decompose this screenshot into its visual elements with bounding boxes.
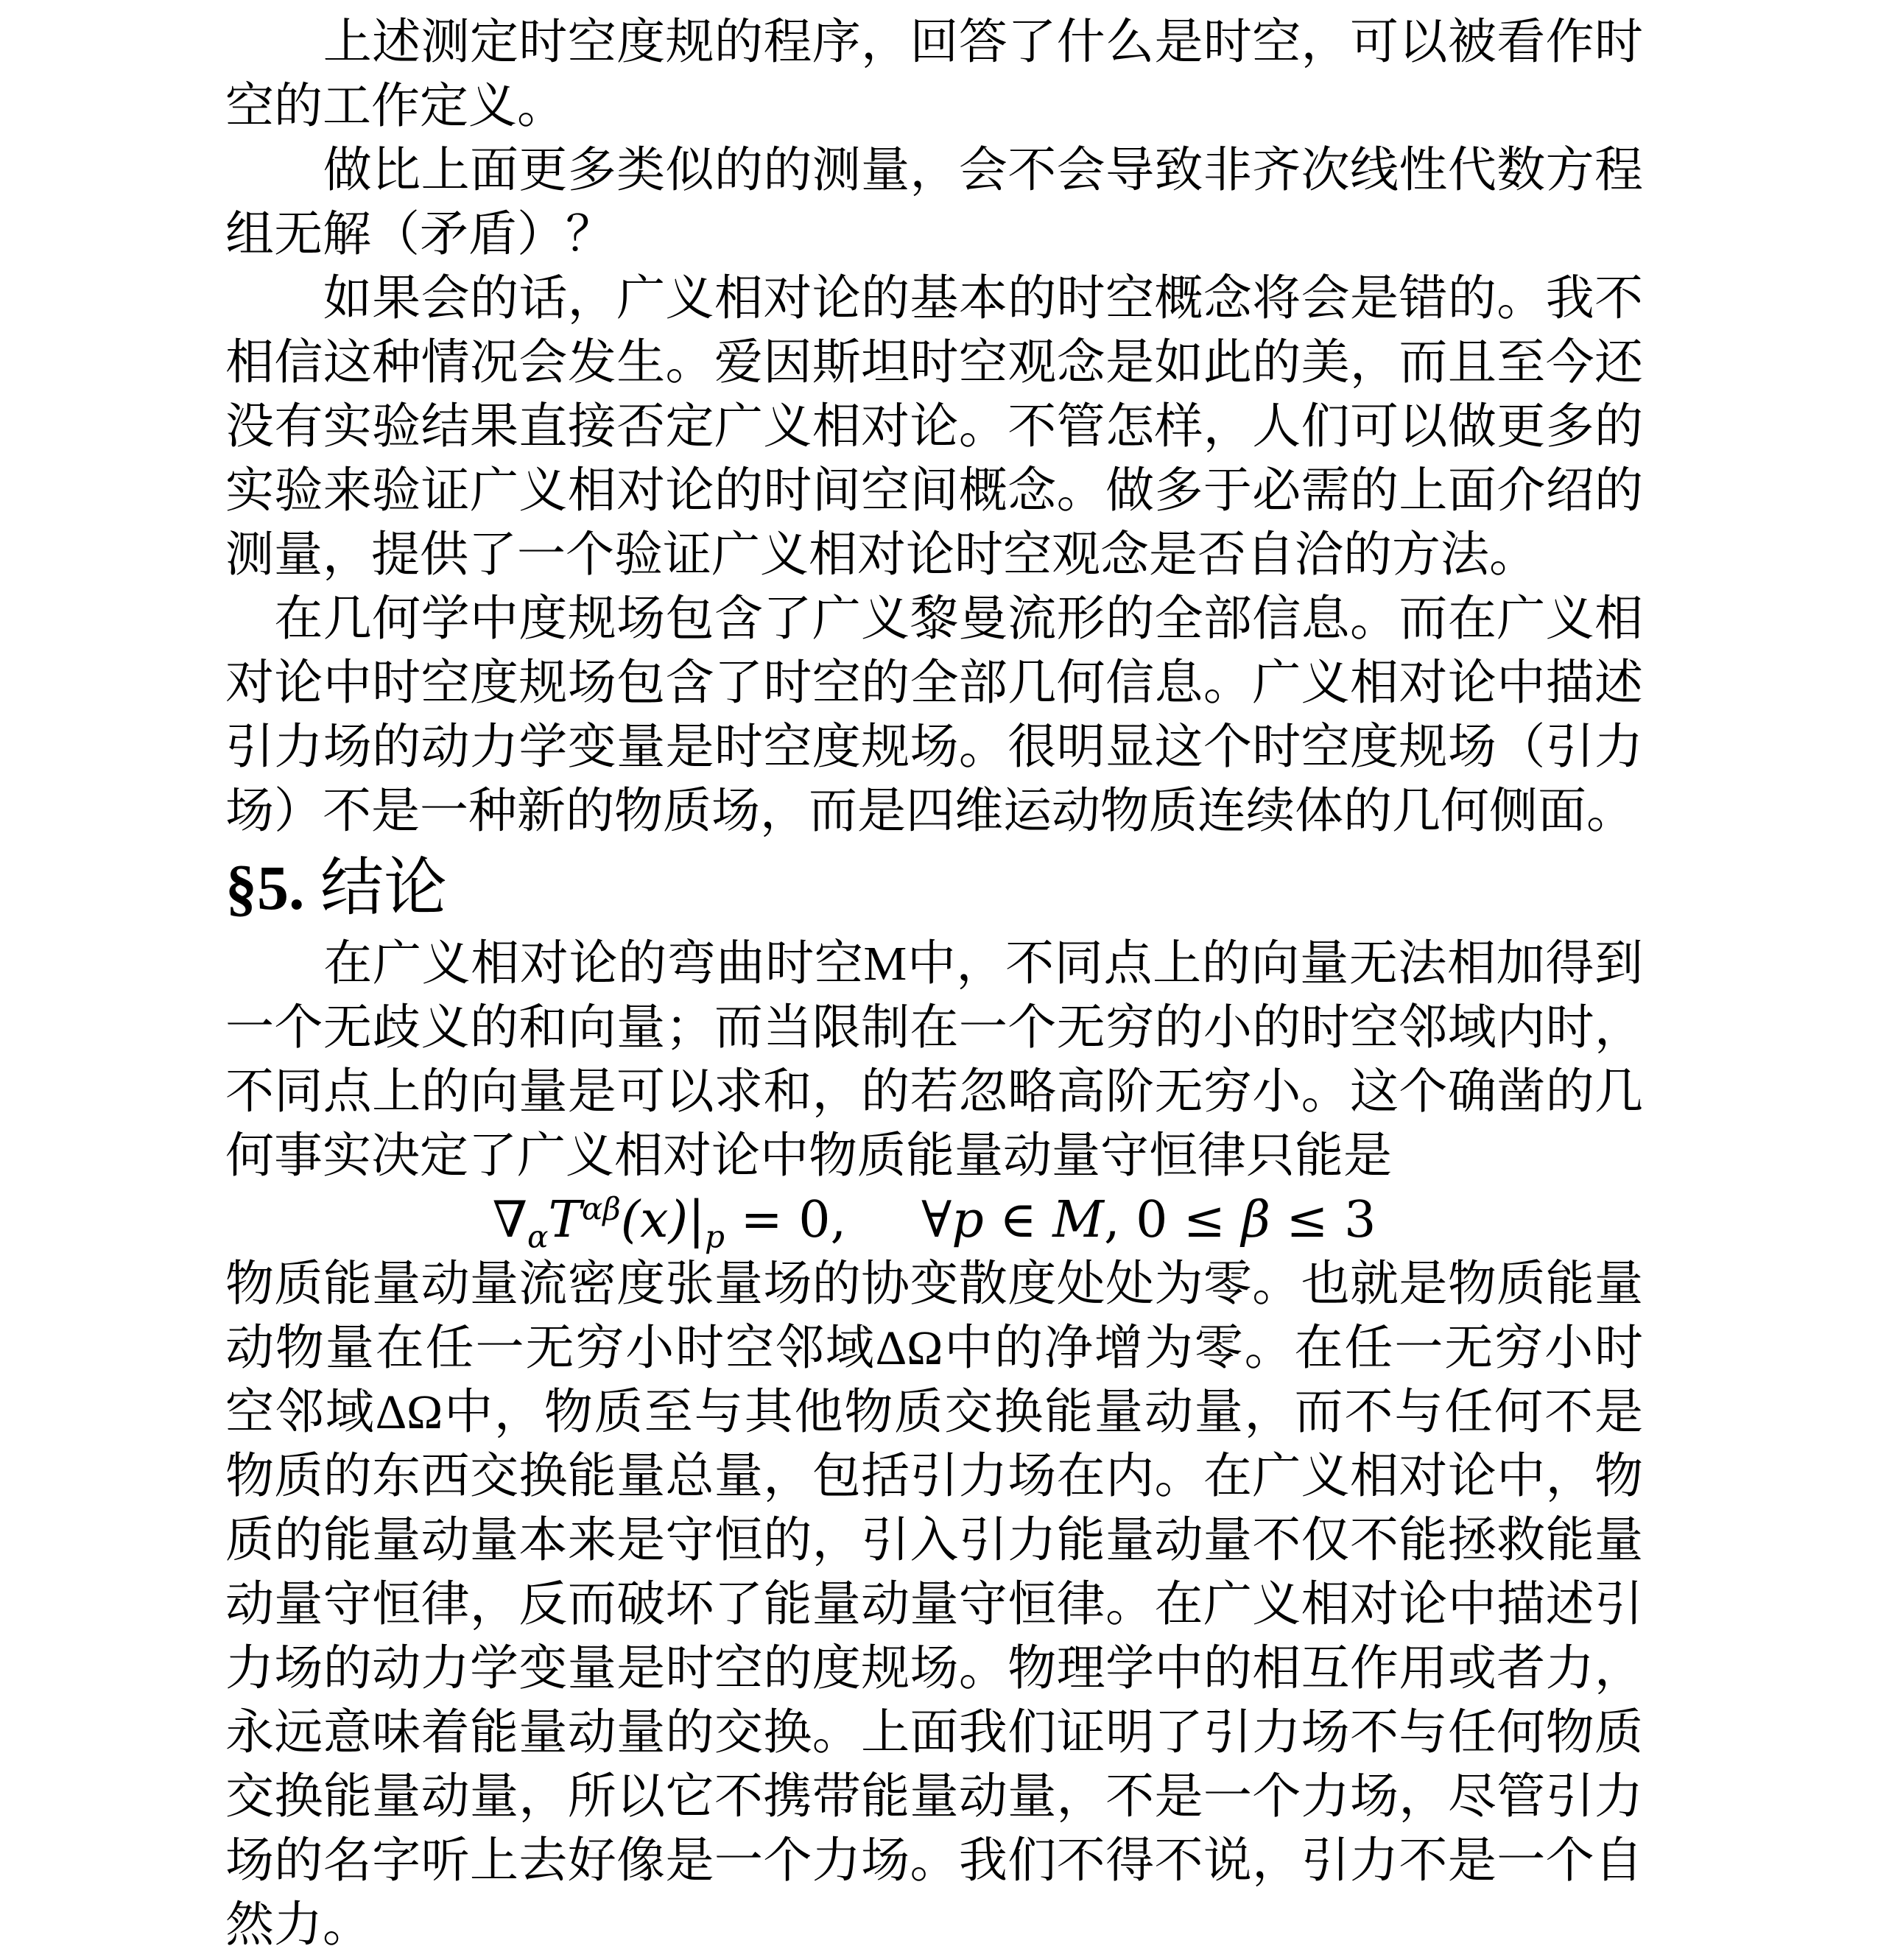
point-variable: p — [952, 1191, 984, 1249]
paragraph-curved-spacetime-vectors: 在广义相对论的弯曲时空M中，不同点上的向量无法相加得到一个无歧义的和向量；而当限制在一个无穷的小的时空邻域内时，不同点上的向量是可以求和，的若忽略高阶无穷小。这个确凿的几何事实决定了广义相对论中物质能量动量守恒律只能是 — [225, 937, 1643, 1183]
beta-variable: β — [1241, 1191, 1270, 1249]
conservation-law-equation — [225, 1188, 1643, 1255]
nabla-operator: ∇ — [492, 1191, 528, 1249]
equals-zero: = 0, — [725, 1191, 847, 1249]
tensor-argument: (x)| — [620, 1191, 706, 1249]
paragraph-consistency-check: 如果会的话，广义相对论的基本的时空概念将会是错的。我不相信这种情况会发生。爱因斯坦时空观念是如此的美，而且至今还没有实验结果直接否定广义相对论。不管怎样，人们可以做更多的实验来验证广义相对论的时间空间概念。做多于必需的上面介绍的测量，提供了一个验证广义相对论时空观念是否自洽的方法。 — [225, 272, 1643, 582]
section-number: §5. — [225, 852, 320, 923]
forall-symbol: ∀ — [921, 1191, 952, 1249]
paragraph-conclusion-gravity-not-force: 物质能量动量流密度张量场的协变散度处处为零。也就是物质能量动物量在任一无穷小时空邻域ΔΩ中的净增为零。在任一无穷小时空邻域ΔΩ中，物质至与其他物质交换能量动量，而不与任何不是物质的东西交换能量总量，包括引力场在内。在广义相对论中，物质的能量动量本来是守恒的，引入引力能量动量不仅不能拯救能量动量守恒律，反而破坏了能量动量守恒律。在广义相对论中描述引力场的动力学变量是时空的度规场。物理学中的相互作用或者力，永远意味着能量动量的交换。上面我们证明了引力场不与任何物质交换能量动量，所以它不携带能量动量，不是一个力场，尽管引力场的名字听上去好像是一个力场。我们不得不说，引力不是一个自然力。 — [225, 1257, 1643, 1952]
nabla-subscript-alpha: α — [527, 1218, 549, 1255]
section-title: 结论 — [320, 852, 447, 923]
section-heading — [225, 843, 1643, 932]
paragraph-metric-field-information: 在几何学中度规场包含了广义黎曼流形的全部信息。而在广义相对论中时空度规场包含了时空的全部几何信息。广义相对论中描述引力场的动力学变量是时空度规场。很明显这个时空度规场（引力场）不是一种新的物质场，而是四维运动物质连续体的几何侧面。 — [225, 592, 1643, 838]
beta-range-upper: ≤ 3 — [1270, 1191, 1376, 1249]
element-of-symbol: ∈ — [983, 1191, 1053, 1249]
manifold-symbol: M — [1052, 1191, 1104, 1249]
tensor-symbol: T — [548, 1191, 582, 1249]
paragraph-working-definition: 上述测定时空度规的程序，回答了什么是时空，可以被看作时空的工作定义。 — [225, 15, 1643, 133]
beta-range-lower: , 0 ≤ — [1103, 1191, 1242, 1249]
page-content — [225, 10, 1643, 1957]
tensor-superscript-alphabeta: αβ — [581, 1190, 621, 1227]
evaluation-point-subscript: p — [705, 1218, 725, 1255]
paragraph-more-measurements-question: 做比上面更多类似的的测量，会不会导致非齐次线性代数方程组无解（矛盾）？ — [225, 144, 1643, 261]
